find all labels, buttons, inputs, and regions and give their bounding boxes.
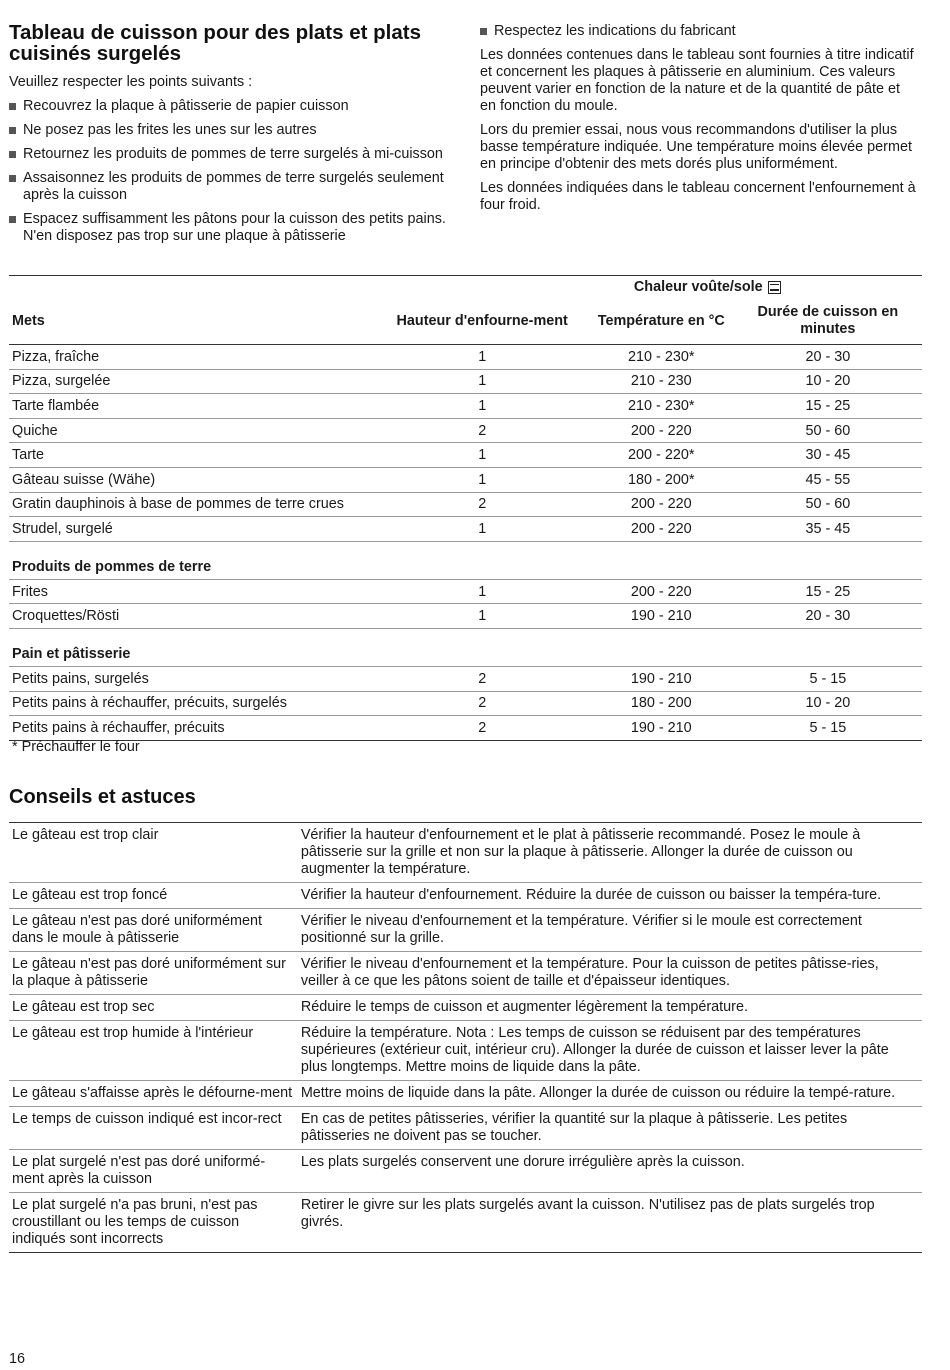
cell-duration: 5 - 15 <box>734 666 922 691</box>
info-paragraph: Les données indiquées dans le tableau concernent l'enfournement à four froid. <box>480 180 916 213</box>
cell-temperature: 190 - 210 <box>589 716 734 741</box>
cell-dish: Strudel, surgelé <box>9 517 376 542</box>
cell-temperature: 210 - 230* <box>589 394 734 419</box>
rows-main <box>9 345 922 542</box>
cell-temperature: 200 - 220 <box>589 418 734 443</box>
tip-problem: Le plat surgelé n'est pas doré uniformé-ment après la cuisson <box>9 1150 296 1193</box>
section-heading-bread: Pain et pâtisserie <box>9 628 922 666</box>
table-row <box>9 995 922 1021</box>
tips-title: Conseils et astuces <box>9 786 196 808</box>
instruction-list-continued <box>480 23 920 40</box>
cell-duration: 10 - 20 <box>734 369 922 394</box>
table-row <box>9 1021 922 1081</box>
cell-level: 1 <box>376 345 589 370</box>
header-temperature: Température en °C <box>589 298 734 345</box>
bullet-square-icon <box>9 103 16 110</box>
table-row <box>9 666 922 691</box>
cell-duration: 35 - 45 <box>734 517 922 542</box>
table-row <box>9 716 922 741</box>
cell-dish: Petits pains à réchauffer, précuits, surgelés <box>9 691 376 716</box>
table-row <box>9 823 922 883</box>
tip-solution: Vérifier le niveau d'enfournement et la température. Pour la cuisson de petites pâtisse-ries, veiller à ce que les pâtons soient de taille et d'épaisseur identiques. <box>296 952 922 995</box>
cell-duration: 15 - 25 <box>734 579 922 604</box>
table-row <box>9 579 922 604</box>
list-item: Assaisonnez les produits de pommes de terre surgelés seulement après la cuisson <box>9 170 449 204</box>
cell-dish: Quiche <box>9 418 376 443</box>
cell-level: 2 <box>376 716 589 741</box>
tip-problem: Le gâteau s'affaisse après le défourne-ment <box>9 1081 296 1107</box>
table-row <box>9 952 922 995</box>
bullet-square-icon <box>9 151 16 158</box>
cell-duration: 10 - 20 <box>734 691 922 716</box>
tip-problem: Le gâteau est trop sec <box>9 995 296 1021</box>
cell-temperature: 190 - 210 <box>589 666 734 691</box>
cell-dish: Pizza, surgelée <box>9 369 376 394</box>
bullet-square-icon <box>9 127 16 134</box>
cell-duration: 15 - 25 <box>734 394 922 419</box>
cell-dish: Frites <box>9 579 376 604</box>
tip-problem: Le gâteau est trop humide à l'intérieur <box>9 1021 296 1081</box>
table-row <box>9 1193 922 1253</box>
cell-duration: 30 - 45 <box>734 443 922 468</box>
table-row <box>9 394 922 419</box>
cell-level: 1 <box>376 443 589 468</box>
table-row <box>9 604 922 629</box>
rows-potato <box>9 579 922 628</box>
cell-duration: 50 - 60 <box>734 492 922 517</box>
tip-problem: Le gâteau n'est pas doré uniformément sur la plaque à pâtisserie <box>9 952 296 995</box>
cell-duration: 5 - 15 <box>734 716 922 741</box>
cell-duration: 45 - 55 <box>734 467 922 492</box>
table-row <box>9 443 922 468</box>
tip-solution: En cas de petites pâtisseries, vérifier la quantité sur la plaque à pâtisserie. Les petites pâtisseries ne doivent pas se toucher. <box>296 1107 922 1150</box>
cell-temperature: 200 - 220 <box>589 517 734 542</box>
table-row <box>9 1150 922 1193</box>
cell-level: 2 <box>376 691 589 716</box>
cell-level: 1 <box>376 467 589 492</box>
table-row <box>9 883 922 909</box>
tip-problem: Le gâteau est trop foncé <box>9 883 296 909</box>
page-title: Tableau de cuisson pour des plats et plats cuisinés surgelés <box>9 21 421 65</box>
cell-temperature: 200 - 220 <box>589 492 734 517</box>
cell-level: 2 <box>376 418 589 443</box>
cell-duration: 20 - 30 <box>734 604 922 629</box>
table-row <box>9 418 922 443</box>
heating-mode-label: Chaleur voûte/sole <box>633 279 763 295</box>
instruction-list <box>9 98 449 245</box>
table-row <box>9 369 922 394</box>
tip-solution: Vérifier la hauteur d'enfournement. Réduire la durée de cuisson ou baisser la tempéra-ture. <box>296 883 922 909</box>
top-bottom-heat-icon <box>768 281 781 294</box>
cell-level: 2 <box>376 492 589 517</box>
cell-temperature: 190 - 210 <box>589 604 734 629</box>
tip-solution: Vérifier le niveau d'enfournement et la température. Vérifier si le moule est correctement positionné sur la grille. <box>296 909 922 952</box>
cell-temperature: 180 - 200* <box>589 467 734 492</box>
table-mode-header <box>9 276 922 299</box>
table-row <box>9 1081 922 1107</box>
cell-level: 1 <box>376 369 589 394</box>
list-item: Espacez suffisamment les pâtons pour la cuisson des petits pains. N'en disposez pas trop sur une plaque à pâtisserie <box>9 211 449 245</box>
cell-dish: Tarte <box>9 443 376 468</box>
tip-solution: Réduire le temps de cuisson et augmenter légèrement la température. <box>296 995 922 1021</box>
cell-temperature: 200 - 220 <box>589 579 734 604</box>
cell-dish: Petits pains, surgelés <box>9 666 376 691</box>
cell-level: 1 <box>376 517 589 542</box>
cell-dish: Gratin dauphinois à base de pommes de terre crues <box>9 492 376 517</box>
cell-temperature: 210 - 230 <box>589 369 734 394</box>
list-item: Recouvrez la plaque à pâtisserie de papier cuisson <box>9 98 449 115</box>
table-row <box>9 492 922 517</box>
table-row <box>9 467 922 492</box>
tip-solution: Réduire la température. Nota : Les temps de cuisson se réduisent par des températures supérieures (extérieur cuit, intérieur cru). Allonger la durée de cuisson et laisser lever la pâte plus longtemps. Mettre moins de liquide dans la pâte. <box>296 1021 922 1081</box>
tip-problem: Le plat surgelé n'a pas bruni, n'est pas croustillant ou les temps de cuisson indiqués sont incorrects <box>9 1193 296 1253</box>
list-item: Respectez les indications du fabricant <box>480 23 920 40</box>
tip-solution: Vérifier la hauteur d'enfournement et le plat à pâtisserie recommandé. Posez le moule à pâtisserie sur la grille et non sur la plaque à pâtisserie. Allonger la durée de cuisson ou augmenter la température. <box>296 823 922 883</box>
cell-duration: 50 - 60 <box>734 418 922 443</box>
intro-right-column <box>480 23 920 221</box>
cell-level: 2 <box>376 666 589 691</box>
cell-dish: Croquettes/Rösti <box>9 604 376 629</box>
cell-level: 1 <box>376 579 589 604</box>
cell-temperature: 200 - 220* <box>589 443 734 468</box>
intro-left-column <box>9 74 449 252</box>
tip-problem: Le gâteau n'est pas doré uniformément dans le moule à pâtisserie <box>9 909 296 952</box>
bullet-square-icon <box>9 175 16 182</box>
bullet-square-icon <box>9 216 16 223</box>
tips-table <box>9 822 922 1253</box>
cell-duration: 20 - 30 <box>734 345 922 370</box>
cell-level: 1 <box>376 604 589 629</box>
table-row <box>9 345 922 370</box>
intro-lead: Veuillez respecter les points suivants : <box>9 74 253 90</box>
tip-problem: Le temps de cuisson indiqué est incor-rect <box>9 1107 296 1150</box>
table-row <box>9 1107 922 1150</box>
bullet-square-icon <box>480 28 487 35</box>
cell-dish: Pizza, fraîche <box>9 345 376 370</box>
cell-dish: Tarte flambée <box>9 394 376 419</box>
info-paragraph: Lors du premier essai, nous vous recommandons d'utiliser la plus basse température indiquée. Une température moins élevée permet en principe d'obtenir des mets dorés plus uniformément. <box>480 122 912 172</box>
header-dish: Mets <box>9 298 376 345</box>
table-header <box>9 298 922 345</box>
tip-solution: Retirer le givre sur les plats surgelés avant la cuisson. N'utilisez pas de plats surgelés trop givrés. <box>296 1193 922 1253</box>
tips-rows <box>9 823 922 1253</box>
cell-dish: Petits pains à réchauffer, précuits <box>9 716 376 741</box>
list-item: Ne posez pas les frites les unes sur les autres <box>9 122 449 139</box>
tip-solution: Mettre moins de liquide dans la pâte. Allonger la durée de cuisson ou réduire la tempé-rature. <box>296 1081 922 1107</box>
cell-temperature: 180 - 200 <box>589 691 734 716</box>
tip-solution: Les plats surgelés conservent une dorure irrégulière après la cuisson. <box>296 1150 922 1193</box>
page-number: 16 <box>9 1351 26 1367</box>
tip-problem: Le gâteau est trop clair <box>9 823 296 883</box>
table-row <box>9 517 922 542</box>
cell-dish: Gâteau suisse (Wähe) <box>9 467 376 492</box>
section-heading-potato: Produits de pommes de terre <box>9 541 922 579</box>
table-footnote: * Préchauffer le four <box>12 739 140 755</box>
cooking-table <box>9 275 922 741</box>
cell-temperature: 210 - 230* <box>589 345 734 370</box>
table-row <box>9 691 922 716</box>
info-paragraph: Les données contenues dans le tableau sont fournies à titre indicatif et concernent les plaques à pâtisserie en aluminium. Ces valeurs peuvent varier en fonction de la nature et de la quantité de pâte et en fonction du moule. <box>480 47 914 114</box>
list-item: Retournez les produits de pommes de terre surgelés à mi-cuisson <box>9 146 449 163</box>
header-duration: Durée de cuisson en minutes <box>734 298 922 345</box>
cell-level: 1 <box>376 394 589 419</box>
rows-bread <box>9 666 922 740</box>
table-row <box>9 909 922 952</box>
header-level: Hauteur d'enfourne-ment <box>376 298 589 345</box>
